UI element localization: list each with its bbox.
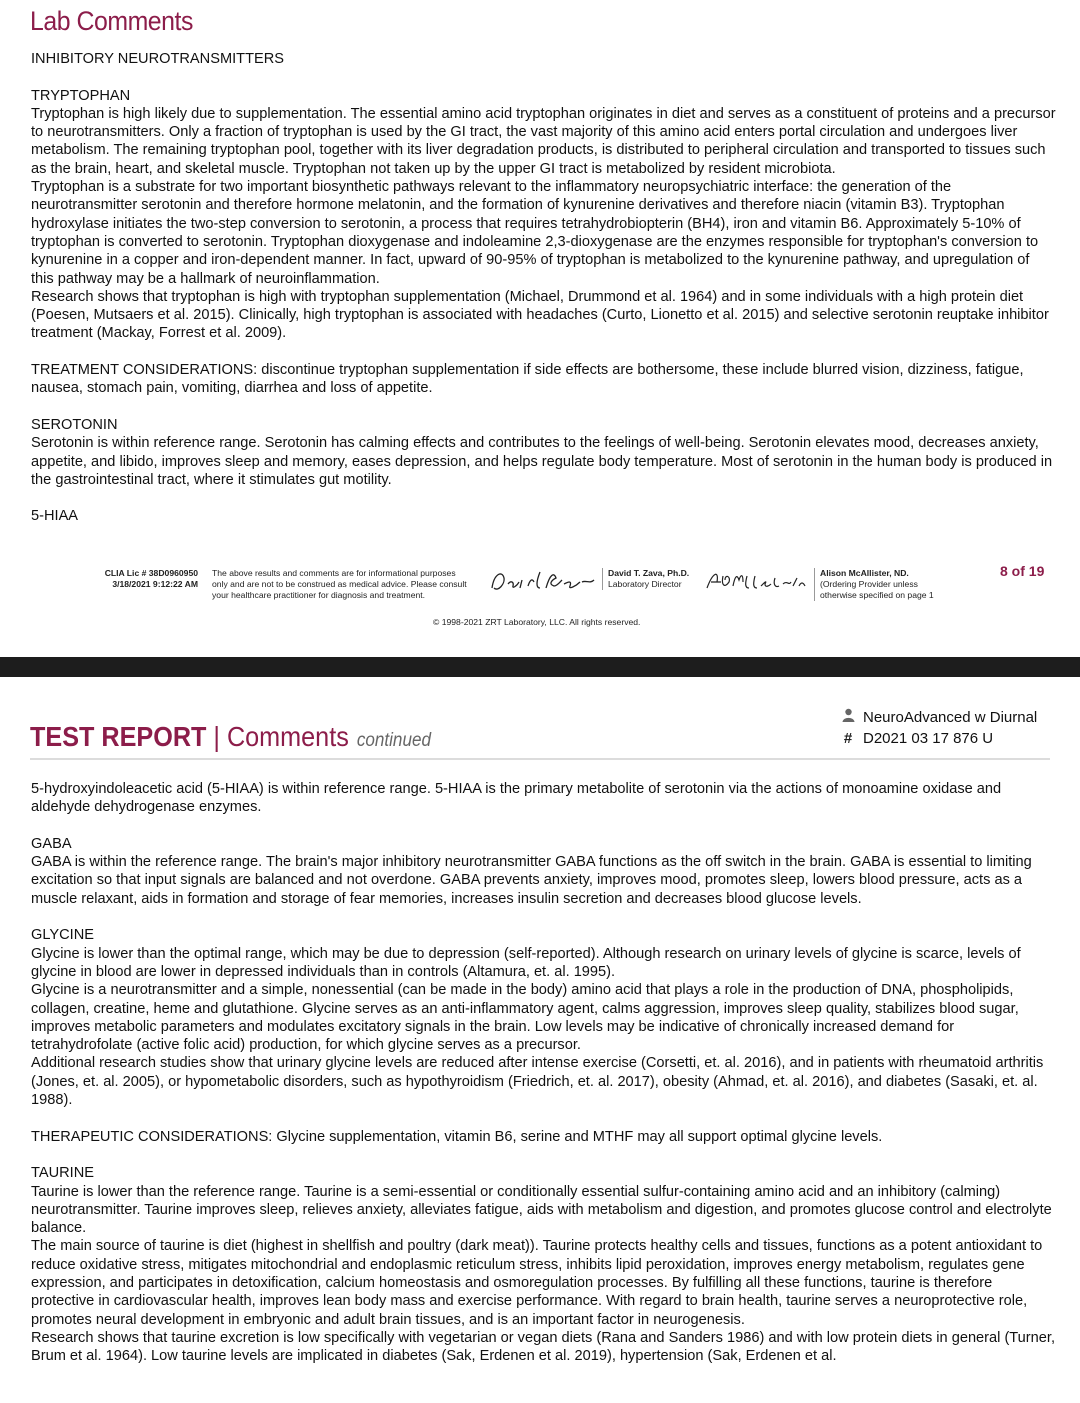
- report-page-8: [0, 0, 1080, 657]
- comments-body: [31, 50, 1056, 526]
- provider-note: (Ordering Provider unless otherwise specified on page 1: [820, 579, 934, 600]
- paragraph: THERAPEUTIC CONSIDERATIONS: Glycine supplementation, vitamin B6, serine and MTHF may all support optimal glycine levels.: [31, 1128, 883, 1145]
- paragraph: GABA is within the reference range. The brain's major inhibitory neurotransmitter GABA functions as the off switch in the brain. GABA is essential to limiting excitation so that input signals are balanced and not overdone. GABA prevents anxiety, improves mood, promotes sleep, lowers blood pressure, acts as a muscle relaxant, aids in formation and storage of fear memories, increases insulin secretion and decreases blood glucose levels.: [31, 854, 1032, 907]
- section-heading: SEROTONIN: [31, 416, 118, 433]
- report-id-row: [840, 728, 1037, 749]
- section-heading: TRYPTOPHAN: [31, 87, 131, 104]
- title-separator: |: [206, 721, 227, 752]
- paragraph: Research shows that tryptophan is high with tryptophan supplementation (Michael, Drummond et al. 1964) and in some individuals with a high protein diet (Poesen, Mutsaers et al. 2015). Clinically, high tryptophan is associated with headaches (Curto, Lionetto et al. 2015) and selective serotonin reuptake inhibitor treatment (Mackay, Forrest et al. 2009).: [31, 288, 1049, 342]
- paragraph: Serotonin is within reference range. Serotonin has calming effects and contributes to the feelings of well-being. Serotonin elevates mood, decreases anxiety, appetite, and libido, improves sleep and memory, eases depression, and helps regulate body temperature. Most of serotonin in the human body is produced in the gastrointestinal tract, where it stimulates gut motility.: [31, 435, 1053, 488]
- director-title: Laboratory Director: [608, 579, 682, 589]
- title-continued: continued: [356, 730, 431, 751]
- paragraph: The main source of taurine is diet (highest in shellfish and poultry (dark meat)). Taurine protects healthy cells and tissues, functions as a potent antioxidant to reduce oxidative stress, mitigates mitochondrial and endoplasmic reticulum stress, inhibits lipid peroxidation, improves energy metabolism, regulates gene expression, and participates in detoxification, calcium homeostasis and osmoregulation processes. By fulfilling all these functions, taurine is therefore protective in cardiovascular health, improves lean body mass and exercise performance. With regard to brain health, taurine serves a neuroprotective role, promotes neural development in embryonic and adult brain tissues, and is an important factor in neurogenesis.: [31, 1238, 1043, 1328]
- paragraph: 5-hydroxyindoleacetic acid (5-HIAA) is within reference range. 5-HIAA is the primary metabolite of serotonin via the actions of monoamine oxidase and aldehyde dehydrogenase enzymes.: [31, 781, 1002, 816]
- paragraph: Glycine is lower than the optimal range, which may be due to depression (self-reported). Although research on urinary levels of glycine is scarce, levels of glycine in blood are lower in depressed individuals than in controls (Altamura, et. al. 1995).: [31, 945, 1021, 980]
- paragraph: Research shows that taurine excretion is low specifically with vegetarian or vegan diets (Rana and Sanders 1986) and with low protein diets in general (Turner, Brum et al. 1964). Low taurine levels are implicated in diabetes (Sak, Erdenen et al. 2019), hypertension (Sak, Erdenen et al.: [31, 1329, 1055, 1365]
- copyright: © 1998-2021 ZRT Laboratory, LLC. All rights reserved.: [433, 617, 641, 627]
- page-footer: [0, 563, 1080, 636]
- paragraph: Taurine is lower than the reference range. Taurine is a semi-essential or conditionally essential sulfur-containing amino acid and an inhibitory (calming) neurotransmitter. Taurine improves sleep, relieves anxiety, alleviates fatigue, aids with metabolism and digestion, and promotes glucose control and electrolyte balance.: [31, 1183, 1052, 1237]
- paragraph: TREATMENT CONSIDERATIONS: discontinue tryptophan supplementation if side effects are bothersome, these include blurred vision, dizziness, fatigue, nausea, stomach pain, vomiting, diarrhea and loss of appetite.: [31, 362, 1024, 397]
- hash-icon: #: [843, 730, 853, 747]
- director-block: [602, 568, 689, 590]
- provider-name: Alison McAllister, ND.: [820, 568, 909, 578]
- director-signature-image: [488, 566, 600, 596]
- report-page-9: [0, 677, 1080, 1403]
- paragraph: Tryptophan is high likely due to supplementation. The essential amino acid tryptophan originates in diet and serves as a constituent of proteins and a precursor to neurotransmitters. Only a fraction of tryptophan is used by the GI tract, the vast majority of this amino acid enters portal circulation and undergoes liver metabolism. The remaining tryptophan pool, together with its liver degradation products, is distributed to peripheral circulation and transported to tissues such as the brain, heart, and skeletal muscle. Tryptophan not taken up by the upper GI tract is metabolized by resident microbiota.: [31, 105, 1056, 177]
- section-heading: 5-HIAA: [31, 508, 79, 525]
- section-heading: TAURINE: [31, 1165, 94, 1182]
- clia-block: [60, 568, 198, 590]
- comments-body: [31, 780, 1056, 1366]
- report-id: D2021 03 17 876 U: [863, 730, 994, 747]
- section-heading: GABA: [31, 835, 72, 852]
- paragraph: Additional research studies show that urinary glycine levels are reduced after intense exercise (Corsetti, et. al. 2016), and in patients with rheumatoid arthritis (Jones, et. al. 2005), or hypometabolic disorders, such as hypothyroidism (Friedrich, et. al. 2017), obesity (Ahmad, et. al. 2016), and diabetes (Sasaki, et. al. 1988).: [31, 1055, 1044, 1109]
- report-header-info: [840, 707, 1037, 749]
- title-sub: Comments: [226, 721, 349, 752]
- section-heading: INHIBITORY NEUROTRANSMITTERS: [31, 51, 284, 67]
- section-heading: GLYCINE: [31, 927, 94, 944]
- panel-row: [840, 707, 1037, 728]
- paragraph: Tryptophan is a substrate for two important biosynthetic pathways relevant to the inflammatory neuropsychiatric interface: the generation of the neurotransmitter serotonin and therefore hormone melatonin, and the formation of kynurenine derivatives and therefore niacin (vitamin B3). Tryptophan hydroxylase initiates the two-step conversion to serotonin, a process that requires tetrahydrobiopterin (BH4), iron and vitamin B6. Approximately 5-10% of tryptophan is converted to serotonin. Tryptophan dioxygenase and indoleamine 2,3-dioxygenase are the enzymes responsible for tryptophan's conversion to kynurenine in a copper and iron-dependent manner. In fact, upward of 90-95% of tryptophan is metabolized to the kynurenine pathway, and upregulation of this pathway may be a hallmark of neuroinflammation.: [31, 179, 1039, 287]
- provider-signature-image: [705, 568, 809, 594]
- header-divider: [30, 758, 1050, 760]
- disclaimer: The above results and comments are for informational purposes only and are not to be construed as medical advice. Please consult your healthcare practitioner for diagnosis and treatment.: [212, 568, 467, 600]
- page-separator: [0, 657, 1080, 677]
- clia-number: CLIA Lic # 38D0960950: [104, 568, 198, 578]
- page-number: 8 of 19: [1000, 563, 1045, 579]
- paragraph: Glycine is a neurotransmitter and a simple, nonessential (can be made in the body) amino acid that plays a role in the production of DNA, phospholipids, collagen, creatine, heme and glutathione. Glycine serves as an anti-inflammatory agent, calms aggression, improves sleep quality, stabilizes blood sugar, improves metabolic parameters and modulates excitatory signals in the brain. Low levels may be indicative of chronically increased demand for tetrahydrofolate (active folic acid) production, for which glycine serves as a precursor.: [31, 982, 1019, 1054]
- director-name: David T. Zava, Ph.D.: [608, 568, 690, 578]
- person-icon: [840, 707, 856, 728]
- provider-block: [814, 568, 950, 601]
- panel-name: NeuroAdvanced w Diurnal: [863, 709, 1038, 726]
- page-title: [30, 717, 431, 754]
- report-datetime: 3/18/2021 9:12:22 AM: [112, 579, 198, 589]
- title-main: TEST REPORT: [30, 721, 207, 752]
- page-title: Lab Comments: [30, 6, 193, 36]
